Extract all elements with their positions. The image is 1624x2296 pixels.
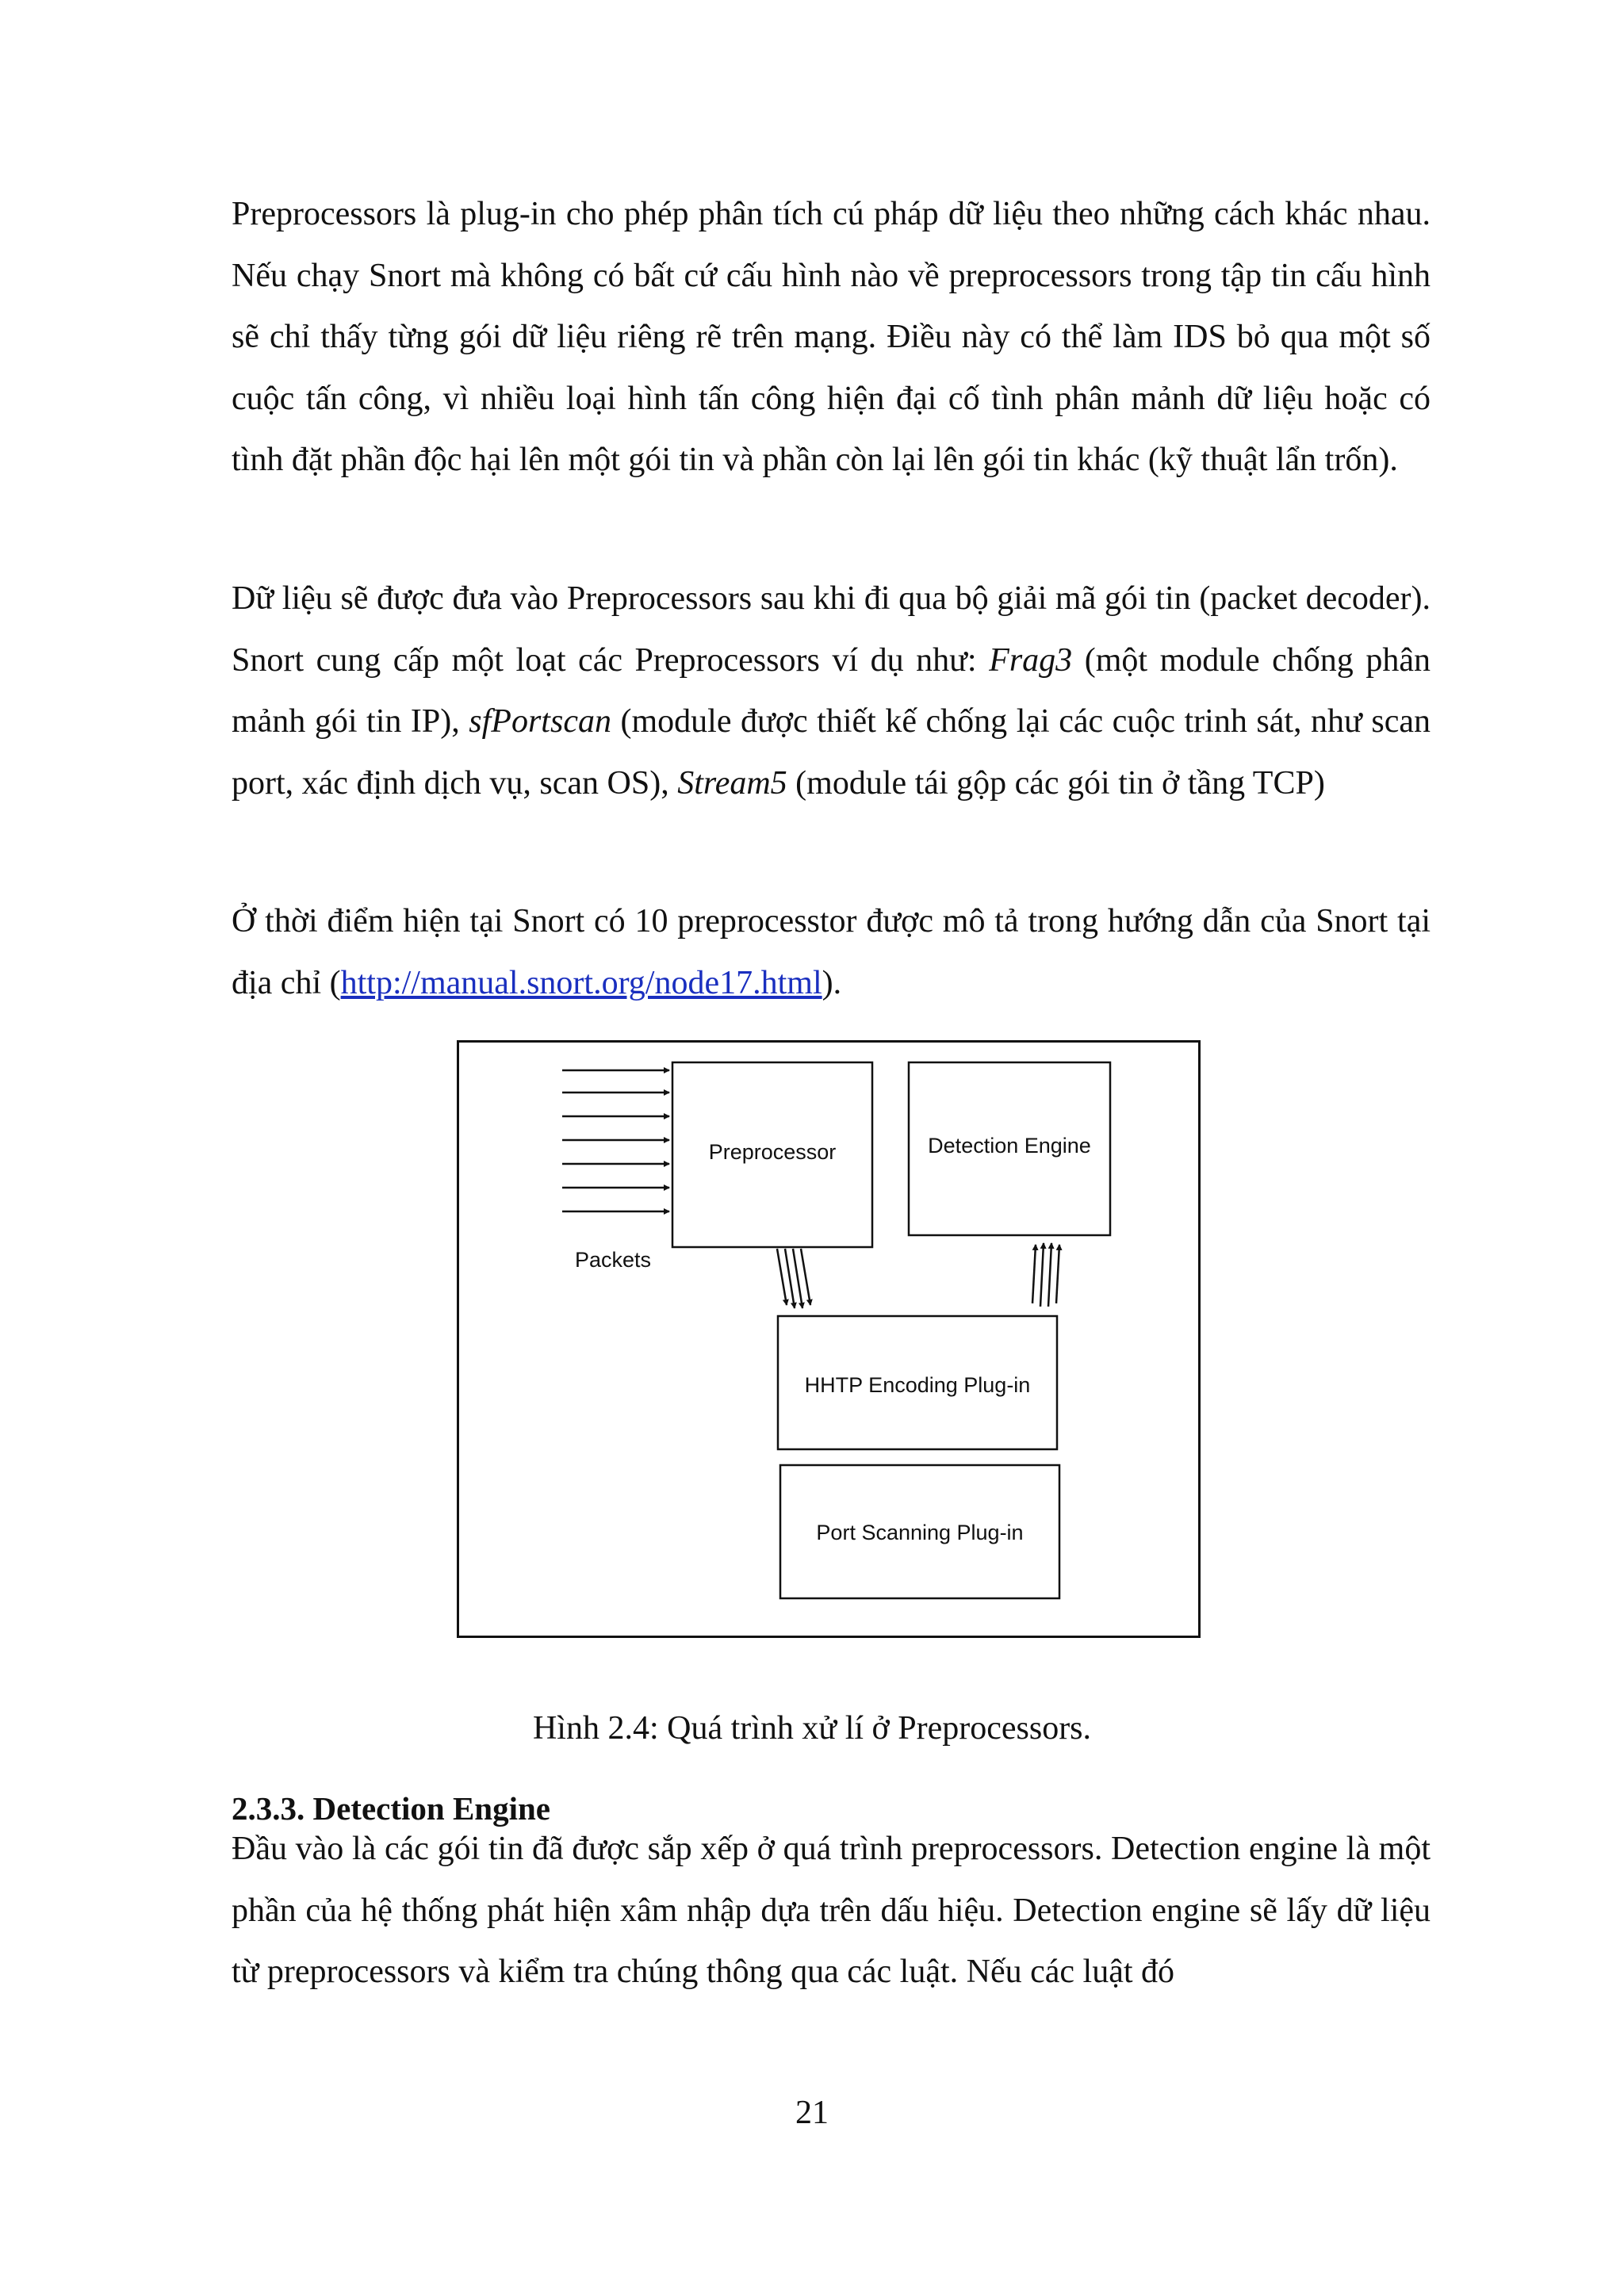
p3-text-before: Ở thời điểm hiện tại Snort có 10 preprocesstor được mô tả trong hướng dẫn của Snort tại địa chỉ ( (232, 903, 1431, 1001)
portscan-plugin-label: Port Scanning Plug-in (816, 1521, 1024, 1544)
paragraph-preprocessors-intro: Preprocessors là plug-in cho phép phân tích cú pháp dữ liệu theo những cách khác nhau. Nếu chạy Snort mà không có bất cứ cấu hình nào về preprocessors trong tập tin cấu hình sẽ chỉ thấy từng gói dữ liệu riêng rẽ trên mạng. Điều này có thể làm IDS bỏ qua một số cuộc tấn công, vì nhiều loại hình tấn công hiện đại cố tình phân mảnh dữ liệu hoặc có tình đặt phần độc hại lên một gói tin và phần còn lại lên gói tin khác (kỹ thuật lẩn trốn). (232, 196, 1431, 478)
detection-engine-label: Detection Engine (928, 1134, 1091, 1158)
preprocessor-label: Preprocessor (708, 1140, 837, 1164)
arrows-to-detection (1032, 1243, 1059, 1307)
paragraph-preprocessor-count (232, 891, 1431, 1014)
manual-link[interactable]: http://manual.snort.org/node17.html (340, 964, 822, 1001)
p2-text-2: (một module chống phân mảnh gói tin IP), (232, 641, 1431, 740)
p3-text-after: ). (822, 964, 842, 1001)
figure-frame (458, 1042, 1200, 1637)
preprocessor-diagram (457, 1040, 1201, 1638)
stream5-term: Stream5 (677, 764, 787, 802)
frag3-term: Frag3 (989, 641, 1073, 679)
section-heading: 2.3.3. Detection Engine (232, 1790, 550, 1827)
paragraph-preprocessors-list (232, 568, 1431, 814)
figure-caption: Hình 2.4: Quá trình xử lí ở Preprocessors. (532, 1710, 1092, 1747)
arrows-to-plugins (777, 1249, 810, 1308)
http-plugin-label: HHTP Encoding Plug-in (804, 1373, 1031, 1397)
packet-arrows (562, 1070, 669, 1211)
p2-text-1: Dữ liệu sẽ được đưa vào Preprocessors sau khi đi qua bộ giải mã gói tin (packet decoder). Snort cung cấp một loạt các Preprocessors ví dụ như: (232, 580, 1431, 679)
p2-text-4: (module tái gộp các gói tin ở tầng TCP) (787, 764, 1325, 802)
sfportscan-term: sfPortscan (469, 703, 611, 740)
packets-label: Packets (574, 1248, 652, 1272)
p2-text-3: (module được thiết kế chống lại các cuộc trinh sát, như scan port, xác định dịch vụ, scan OS), (232, 703, 1431, 802)
page-number: 21 (795, 2095, 829, 2131)
paragraph-detection-engine: Đầu vào là các gói tin đã được sắp xếp ở quá trình preprocessors. Detection engine là một phần của hệ thống phát hiện xâm nhập dựa trên dấu hiệu. Detection engine sẽ lấy dữ liệu từ preprocessors và kiểm tra chúng thông qua các luật. Nếu các luật đó (232, 1831, 1431, 1990)
